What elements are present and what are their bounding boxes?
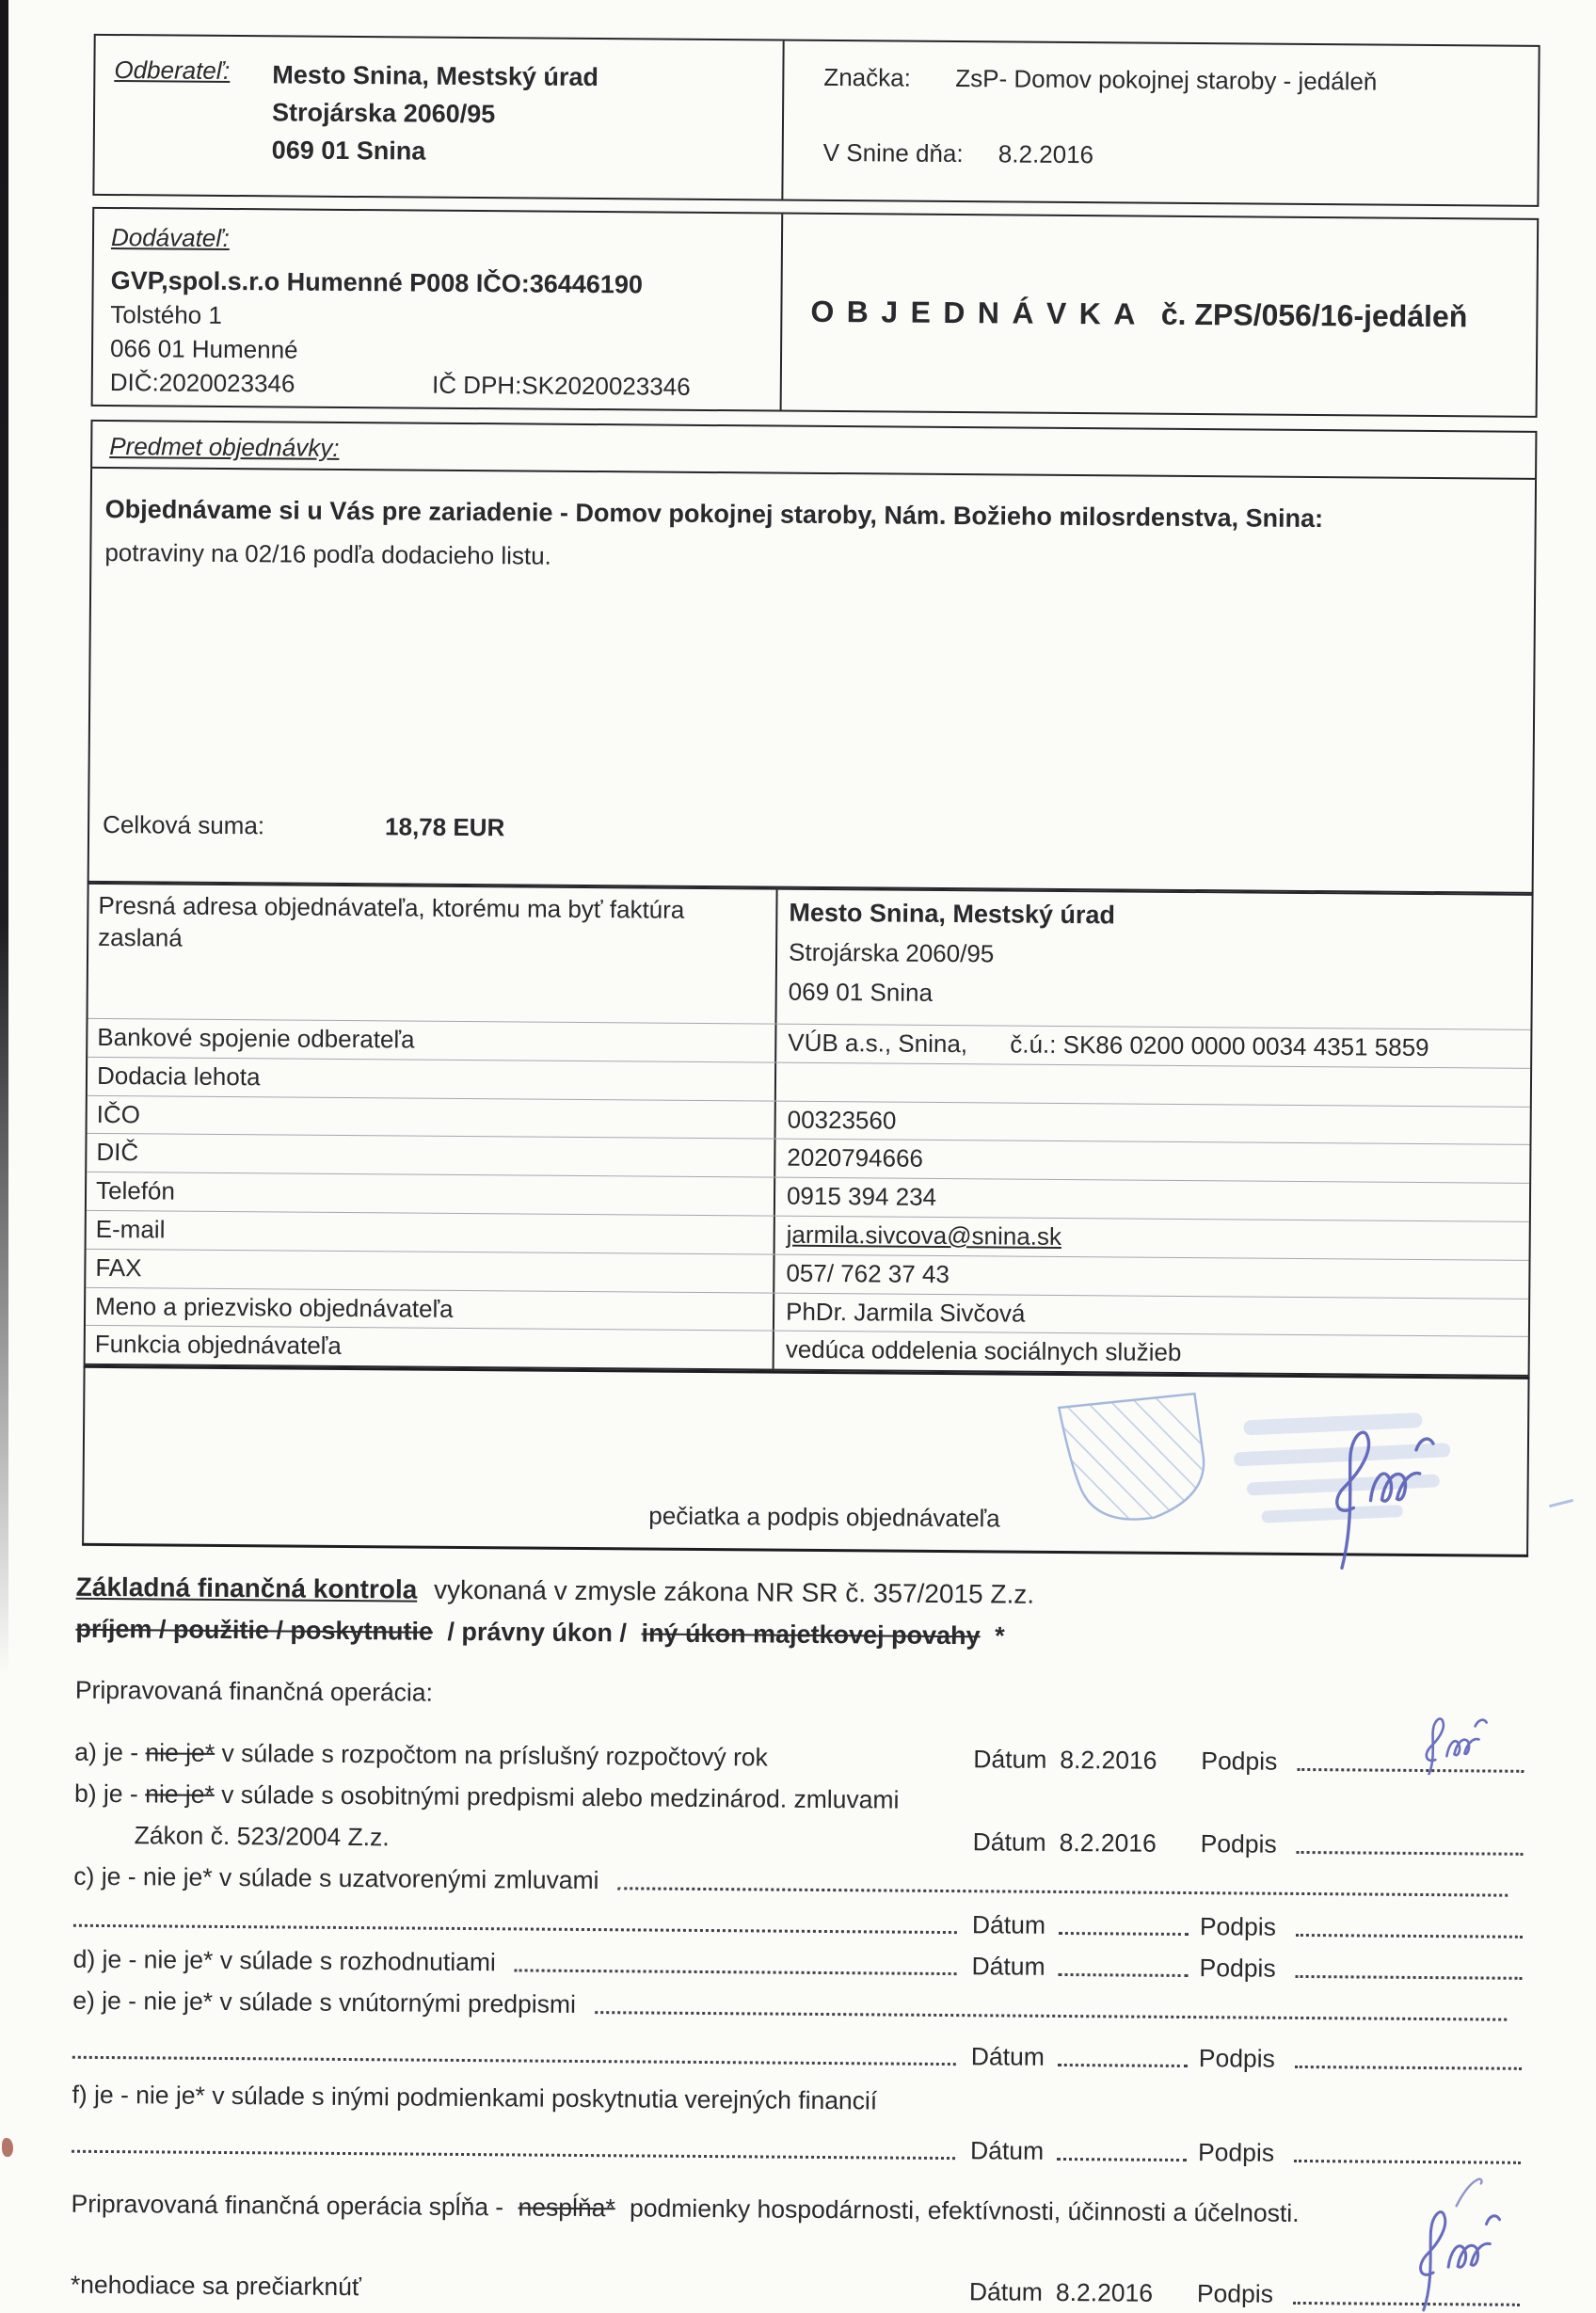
podpis-dots <box>1296 1969 1523 1980</box>
scan-ink-spot <box>2 2138 13 2157</box>
asterisk: * <box>995 1620 1005 1651</box>
struck-income: príjem / použitie / poskytnutie <box>75 1614 434 1646</box>
customer-cell <box>94 36 784 199</box>
invoice-address-value <box>777 890 1532 1020</box>
pen-stray-mark <box>1549 1499 1573 1507</box>
customer-name: Mesto Snina, Mestský úrad <box>272 60 599 92</box>
bank-value <box>776 1025 1530 1068</box>
invoice-address-label: Presná adresa objednávateľa, ktorému ma byť faktúra zaslaná <box>88 885 778 1024</box>
email-value: jarmila.sivcova@snina.sk <box>786 1220 1062 1251</box>
ico-value: 00323560 <box>787 1105 897 1135</box>
place-date-label: V Snine dňa: <box>822 137 964 167</box>
supplier-row <box>91 207 1540 418</box>
control-item-e-line2: Dátum Podpis <box>72 2028 1522 2077</box>
customer-street: Strojárska 2060/95 <box>271 98 496 129</box>
delivery-label: Dodacia lehota <box>88 1058 776 1101</box>
stamp-caption: pečiatka a podpis objednávateľa <box>648 1501 1000 1533</box>
order-title: OBJEDNÁVKA <box>810 295 1148 331</box>
place-date-value: 8.2.2016 <box>998 139 1094 168</box>
function-label: Funkcia objednávateľa <box>86 1326 774 1369</box>
signature-final <box>1407 2198 1511 2312</box>
dotted-line <box>515 1963 957 1976</box>
control-item-d: d) je - nie je* v súlade s rozhodnutiami Dátum Podpis <box>73 1938 1523 1986</box>
total-value: 18,78 EUR <box>384 812 505 842</box>
reference-cell <box>783 41 1538 205</box>
order-document <box>70 34 1540 2313</box>
header-row <box>92 34 1540 207</box>
phone-label: Telefón <box>87 1172 775 1216</box>
struck-other-act: iný úkon majetkovej povahy <box>641 1619 981 1650</box>
podpis-label: Podpis <box>1201 1746 1278 1776</box>
supplier-dic: DIČ:2020023346 <box>109 367 295 398</box>
datum-value-a: 8.2.2016 <box>1060 1745 1157 1775</box>
stamp-box <box>82 1365 1529 1557</box>
bank-name: VÚB a.s., Snina, <box>788 1028 968 1059</box>
final-row: *nehodiace sa prečiarknúť Dátum 8.2.2016 Podpis <box>71 2252 1520 2312</box>
phone-value: 0915 394 234 <box>786 1181 937 1212</box>
scan-edge-artifact <box>0 0 8 1675</box>
email-label: E-mail <box>87 1211 775 1254</box>
control-item-b-line2: Zákon č. 523/2004 Z.z. Dátum 8.2.2016 Podpis <box>74 1813 1524 1862</box>
control-operation-types <box>75 1612 1524 1656</box>
datum-dots <box>1059 1967 1189 1977</box>
financial-control-section <box>71 1571 1525 2312</box>
control-title-line <box>76 1571 1525 1616</box>
total-row <box>103 809 1517 853</box>
control-item-c: c) je - nie je* v súlade s uzatvorenými zmluvami <box>73 1855 1523 1904</box>
podpis-dots <box>1297 1762 1524 1773</box>
signature-small <box>1416 1715 1498 1776</box>
control-item-f: f) je - nie je* v súlade s inými podmienkami poskytnutia verejných financií <box>72 2080 878 2115</box>
order-title-cell <box>782 215 1538 416</box>
invoice-address-city: 069 01 Snina <box>788 977 934 1007</box>
datum-value-b: 8.2.2016 <box>1059 1827 1157 1858</box>
fulfills-line: Pripravovaná finančná operácia spĺňa - nespĺňa* podmienky hospodárnosti, efektívnosti, účinnosti a účelnosti. <box>71 2188 1520 2232</box>
supplier-label: Dodávateľ: <box>110 222 230 252</box>
supplier-street: Tolstého 1 <box>110 299 223 329</box>
signature <box>1321 1417 1444 1573</box>
podpis-dots <box>1293 2294 1520 2305</box>
supplier-cell <box>93 209 784 410</box>
dic-value: 2020794666 <box>787 1143 924 1173</box>
invoice-address-row <box>88 885 1532 1029</box>
struck-nesplna: nespĺňa* <box>518 2193 615 2223</box>
dotted-line <box>72 2144 955 2160</box>
supplier-name: GVP,spol.s.r.o Humenné P008 IČO:36446190 <box>110 265 644 299</box>
reference-label: Značka: <box>823 62 911 92</box>
reference-value: ZsP- Domov pokojnej staroby - jedáleň <box>955 64 1378 96</box>
subject-text-bold: Objednávame si u Vás pre zariadenie - Domov pokojnej staroby, Nám. Božieho milosrdenstva, Snina: <box>104 494 1324 534</box>
final-date: 8.2.2016 <box>1055 2278 1154 2307</box>
subject-label: Predmet objednávky: <box>109 431 340 462</box>
bank-label: Bankové spojenie odberateľa <box>88 1019 776 1062</box>
details-table <box>84 883 1534 1377</box>
person-label: Meno a priezvisko objednávateľa <box>86 1287 774 1331</box>
fax-label: FAX <box>86 1250 774 1293</box>
supplier-ic-dph: IČ DPH:SK2020023346 <box>431 370 691 401</box>
supplier-city: 066 01 Humenné <box>109 333 298 364</box>
order-number: č. ZPS/056/16-jedáleň <box>1160 296 1468 334</box>
customer-city: 069 01 Snina <box>271 136 426 166</box>
podpis-dots <box>1296 1927 1523 1938</box>
control-item-a: a) je - nie je* v súlade s rozpočtom na príslušný rozpočtový rok Dátum 8.2.2016 Podpis <box>74 1731 1524 1779</box>
control-title-rest: vykonaná v zmysle zákona NR SR č. 357/2015 Z.z. <box>433 1574 1035 1609</box>
legal-act: / právny úkon / <box>447 1617 628 1647</box>
fax-value: 057/ 762 37 43 <box>786 1258 950 1288</box>
podpis-dots <box>1294 2153 1521 2164</box>
supplier-tax-ids <box>110 365 767 404</box>
customer-label: Odberateľ: <box>114 56 231 85</box>
invoice-address-name: Mesto Snina, Mestský úrad <box>789 898 1116 930</box>
podpis-dots <box>1295 2059 1522 2070</box>
dic-label: DIČ <box>87 1134 775 1177</box>
podpis-dots <box>1297 1844 1524 1856</box>
total-label: Celková suma: <box>103 810 265 840</box>
datum-dots <box>1059 1925 1189 1936</box>
function-value: vedúca oddelenia sociálnych služieb <box>785 1335 1182 1367</box>
footnote: *nehodiace sa prečiarknúť <box>70 2270 362 2302</box>
dotted-line <box>73 1918 957 1934</box>
subject-text: potraviny na 02/16 podľa dodacieho listu. <box>104 538 551 570</box>
customer-address <box>271 56 598 198</box>
ico-label: IČO <box>88 1095 776 1139</box>
dotted-line <box>595 2004 1507 2021</box>
control-item-e: e) je - nie je* v súlade s vnútornými predpismi <box>72 1979 1522 2028</box>
prepared-operation-label: Pripravovaná finančná operácia: <box>74 1675 434 1707</box>
dotted-line <box>617 1880 1508 1896</box>
subject-body <box>88 469 1537 894</box>
control-item-f-line2: Dátum Podpis <box>72 2122 1521 2171</box>
delivery-value <box>776 1078 1530 1090</box>
datum-dots <box>1057 2151 1187 2161</box>
control-title: Základná finančná kontrola <box>75 1571 418 1604</box>
bank-account: č.ú.: SK86 0200 0000 0034 4351 5859 <box>1010 1029 1429 1062</box>
person-value: PhDr. Jarmila Sivčová <box>785 1297 1026 1328</box>
control-item-c-line2: Dátum Podpis <box>73 1896 1523 1945</box>
dotted-line <box>72 2050 956 2066</box>
datum-label: Dátum <box>973 1744 1047 1774</box>
datum-dots <box>1058 2057 1188 2067</box>
control-item-b: b) je - nie je* v súlade s osobitnými predpismi alebo medzinárod. zmluvami <box>73 1779 900 1814</box>
invoice-address-street: Strojárska 2060/95 <box>788 937 995 968</box>
